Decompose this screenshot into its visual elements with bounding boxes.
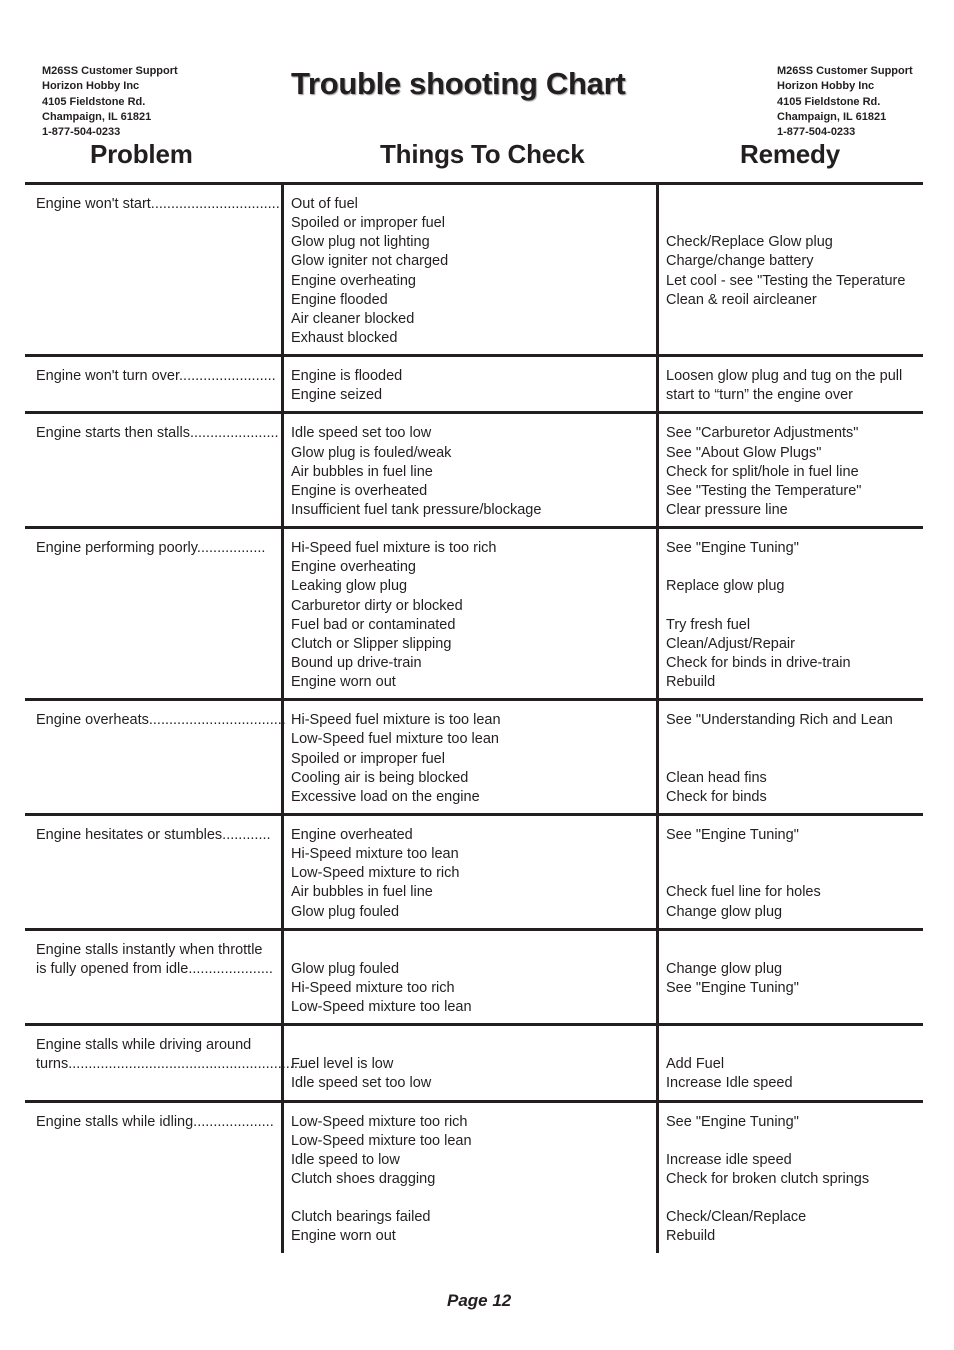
things-to-check-cell [284, 931, 659, 1024]
problem-cell [25, 1026, 306, 1099]
check-line: Bound up drive-train [291, 654, 422, 671]
remedy-line [666, 214, 923, 233]
problem-line: Engine hesitates or stumbles............ [36, 826, 271, 843]
remedy-line: See "Carburetor Adjustments" [666, 425, 859, 442]
remedy-line: Replace glow plug [666, 578, 785, 595]
check-line: Idle speed to low [291, 1151, 400, 1168]
remedy-cell [659, 931, 923, 1024]
things-to-check-cell [284, 816, 659, 928]
check-line: Clutch or Slipper slipping [291, 635, 452, 652]
check-line: Exhaust blocked [291, 329, 398, 346]
check-line: Air bubbles in fuel line [291, 463, 433, 480]
table-row [25, 529, 923, 701]
check-line: Engine overheating [291, 272, 416, 289]
check-line: Engine overheated [291, 826, 413, 843]
support-line: Champaign, IL 61821 [777, 110, 887, 123]
column-header-remedy: Remedy [740, 139, 840, 169]
remedy-line [666, 1036, 923, 1055]
table-row [25, 931, 923, 1027]
support-line: Champaign, IL 61821 [42, 110, 152, 123]
remedy-cell [659, 185, 923, 354]
things-to-check-cell [284, 414, 659, 526]
table-row [25, 816, 923, 931]
remedy-line: Clean/Adjust/Repair [666, 635, 795, 652]
remedy-line [666, 730, 923, 749]
things-to-check-cell [284, 529, 659, 698]
problem-line: Engine stalls while idling.................... [36, 1113, 274, 1130]
problem-cell [25, 931, 284, 1024]
remedy-line [666, 941, 923, 960]
support-line: 4105 Fieldstone Rd. [777, 95, 881, 108]
things-to-check-cell [284, 357, 659, 411]
check-line: Engine worn out [291, 674, 396, 691]
remedy-line: See "Testing the Temperature" [666, 482, 862, 499]
check-line: Insufficient fuel tank pressure/blockage [291, 501, 542, 518]
check-line: Engine flooded [291, 291, 388, 308]
remedy-line: Check/Replace Glow plug [666, 234, 833, 251]
remedy-line: Rebuild [666, 674, 716, 691]
check-line: Excessive load on the engine [291, 788, 480, 805]
remedy-line: See "Engine Tuning" [666, 979, 799, 996]
support-line: 4105 Fieldstone Rd. [42, 95, 146, 108]
check-line: Spoiled or improper fuel [291, 750, 445, 767]
check-line: Low-Speed fuel mixture too lean [291, 731, 499, 748]
remedy-line [666, 1189, 923, 1208]
remedy-line: Check for broken clutch springs [666, 1171, 870, 1188]
table-row [25, 701, 923, 816]
problem-line: Engine won't turn over........................ [36, 368, 276, 385]
remedy-line: Change glow plug [666, 960, 783, 977]
check-line: Low-Speed mixture too lean [291, 999, 472, 1016]
check-line: Fuel bad or contaminated [291, 616, 456, 633]
remedy-cell [659, 357, 923, 411]
column-header-things-to-check: Things To Check [380, 139, 585, 169]
support-line: M26SS Customer Support [42, 65, 178, 77]
problem-cell [25, 357, 284, 411]
problem-cell [25, 1103, 284, 1253]
remedy-cell [659, 701, 923, 813]
check-line: Engine overheating [291, 559, 416, 576]
remedy-line: Try fresh fuel [666, 616, 751, 633]
remedy-line: Let cool - see "Testing the Teperature [666, 272, 906, 289]
check-line: Engine worn out [291, 1228, 396, 1245]
check-line: Hi-Speed fuel mixture is too lean [291, 712, 501, 729]
remedy-line: See "Engine Tuning" [666, 826, 799, 843]
check-line: Engine is overheated [291, 482, 428, 499]
table-row [25, 357, 923, 414]
remedy-line [666, 329, 923, 348]
remedy-cell [659, 816, 923, 928]
problem-cell [25, 816, 284, 928]
table-row [25, 414, 923, 529]
problem-cell [25, 414, 284, 526]
problem-line: Engine overheats.................................. [36, 712, 286, 729]
page-number: Page 12 [447, 1291, 512, 1310]
remedy-line [666, 597, 923, 616]
remedy-cell [659, 529, 923, 698]
check-line [291, 941, 656, 960]
check-line: Glow plug is fouled/weak [291, 444, 452, 461]
check-line: Glow plug not lighting [291, 234, 430, 251]
remedy-line: Clean & reoil aircleaner [666, 291, 817, 308]
remedy-line: See "Engine Tuning" [666, 540, 799, 557]
things-to-check-cell [284, 701, 659, 813]
check-line: Fuel level is low [291, 1056, 394, 1073]
remedy-line [666, 310, 923, 329]
remedy-line: See "About Glow Plugs" [666, 444, 822, 461]
remedy-line: Charge/change battery [666, 253, 814, 270]
remedy-line [666, 864, 923, 883]
check-line: Idle speed set too low [291, 425, 432, 442]
remedy-line: Check for split/hole in fuel line [666, 463, 859, 480]
check-line [291, 1036, 656, 1055]
check-line: Air cleaner blocked [291, 310, 415, 327]
support-line: Horizon Hobby Inc [42, 80, 140, 93]
problem-cell [25, 185, 284, 354]
support-address-left [42, 64, 178, 140]
problem-line: Engine stalls while driving around [36, 1037, 252, 1054]
check-line: Clutch shoes dragging [291, 1171, 436, 1188]
remedy-cell [659, 414, 923, 526]
remedy-cell [659, 1026, 923, 1099]
check-line: Hi-Speed fuel mixture is too rich [291, 540, 497, 557]
check-line: Engine seized [291, 387, 383, 404]
remedy-line [666, 558, 923, 577]
check-line: Air bubbles in fuel line [291, 884, 433, 901]
table-row [25, 1026, 923, 1102]
support-line: 1-877-504-0233 [777, 126, 856, 139]
problem-line: Engine starts then stalls...................... [36, 425, 279, 442]
remedy-line: Check for binds [666, 788, 767, 805]
check-line: Cooling air is being blocked [291, 769, 469, 786]
remedy-line: Check/Clean/Replace [666, 1209, 807, 1226]
check-line: Low-Speed mixture too lean [291, 1132, 472, 1149]
things-to-check-cell [284, 1026, 659, 1099]
check-line: Engine is flooded [291, 368, 403, 385]
remedy-line: Increase Idle speed [666, 1075, 793, 1092]
check-line: Hi-Speed mixture too lean [291, 846, 459, 863]
things-to-check-cell [284, 1103, 659, 1253]
problem-line: Engine won't start................................. [36, 196, 284, 212]
problem-line: Engine performing poorly................. [36, 540, 266, 557]
remedy-line [666, 1132, 923, 1151]
remedy-line: Clean head fins [666, 769, 767, 786]
check-line: Glow igniter not charged [291, 253, 449, 270]
problem-cell [25, 529, 284, 698]
problem-line: is fully opened from idle..................... [36, 960, 273, 977]
support-address-right [777, 64, 913, 140]
remedy-line: Increase idle speed [666, 1151, 792, 1168]
check-line: Clutch bearings failed [291, 1209, 431, 1226]
remedy-cell [659, 1103, 923, 1253]
check-line: Glow plug fouled [291, 960, 400, 977]
support-line: 1-877-504-0233 [42, 126, 121, 139]
remedy-line: Rebuild [666, 1228, 716, 1245]
remedy-line: Loosen glow plug and tug on the pull [666, 368, 903, 385]
check-line: Low-Speed mixture too rich [291, 1113, 468, 1130]
things-to-check-cell [284, 185, 659, 354]
remedy-line [666, 845, 923, 864]
remedy-line: See "Engine Tuning" [666, 1113, 799, 1130]
column-header-problem: Problem [90, 139, 193, 169]
problem-line: turns........................................................... [36, 1056, 306, 1073]
remedy-line [666, 750, 923, 769]
check-line: Idle speed set too low [291, 1075, 432, 1092]
remedy-line: Add Fuel [666, 1056, 725, 1073]
check-line: Out of fuel [291, 196, 358, 212]
remedy-line: start to “turn” the engine over [666, 387, 853, 404]
problem-line: Engine stalls instantly when throttle [36, 941, 263, 958]
remedy-line [666, 195, 923, 214]
remedy-line: Change glow plug [666, 903, 783, 920]
remedy-line: Clear pressure line [666, 501, 788, 518]
remedy-line: See "Understanding Rich and Lean [666, 712, 893, 729]
problem-cell [25, 701, 284, 813]
check-line: Carburetor dirty or blocked [291, 597, 463, 614]
check-line: Leaking glow plug [291, 578, 408, 595]
page-title: Trouble shooting Chart [291, 66, 626, 101]
check-line: Spoiled or improper fuel [291, 215, 445, 232]
check-line: Low-Speed mixture to rich [291, 865, 460, 882]
trouble-shooting-table [25, 182, 923, 1253]
check-line [291, 1189, 656, 1208]
table-row [25, 185, 923, 357]
remedy-line: Check for binds in drive-train [666, 654, 851, 671]
table-row [25, 1103, 923, 1253]
support-line: Horizon Hobby Inc [777, 80, 875, 93]
support-line: M26SS Customer Support [777, 65, 913, 77]
remedy-line: Check fuel line for holes [666, 884, 821, 901]
check-line: Hi-Speed mixture too rich [291, 979, 455, 996]
check-line: Glow plug fouled [291, 903, 400, 920]
